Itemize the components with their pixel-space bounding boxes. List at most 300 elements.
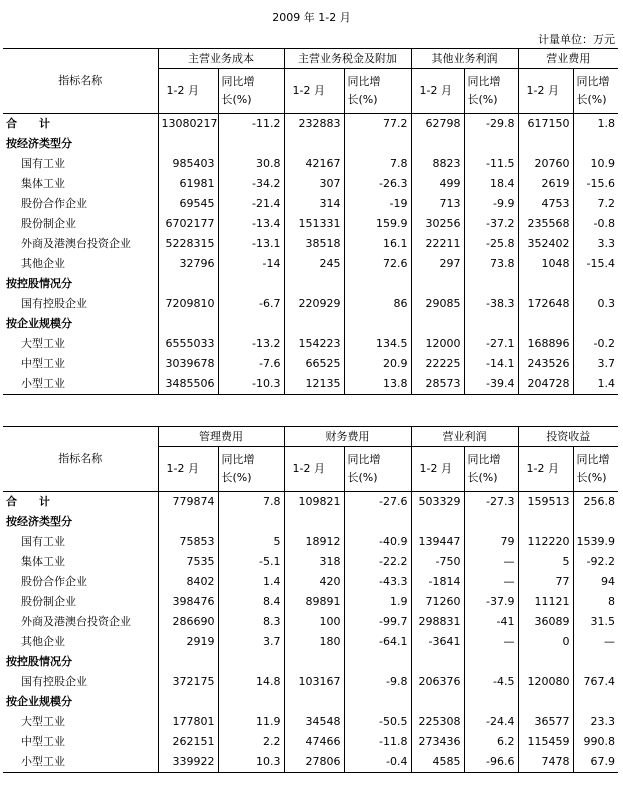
growth-cell: 3.7 xyxy=(218,632,284,652)
section-row xyxy=(3,134,618,154)
growth-cell xyxy=(218,652,284,672)
table-row xyxy=(3,334,618,354)
table-row xyxy=(3,374,618,395)
growth-cell: 990.8 xyxy=(573,732,618,752)
value-cell: 4585 xyxy=(411,752,464,773)
yoy-label-line-1: 同比增 xyxy=(221,453,255,466)
value-cell: 177801 xyxy=(158,712,218,732)
name-column-header: 指标名称 xyxy=(3,49,158,114)
value-cell xyxy=(284,512,344,532)
yoy-label-line-2: 长(%) xyxy=(221,93,252,106)
growth-cell: 1.4 xyxy=(573,374,618,395)
value-cell: 298831 xyxy=(411,612,464,632)
growth-cell: -7.6 xyxy=(218,354,284,374)
value-cell: 398476 xyxy=(158,592,218,612)
value-cell: 779874 xyxy=(158,492,218,513)
yoy-label-line-1: 同比增 xyxy=(467,453,501,466)
growth-cell: -13.4 xyxy=(218,214,284,234)
period-header: 1-2 月 xyxy=(158,69,218,114)
growth-cell xyxy=(344,134,411,154)
row-label: 集体工业 xyxy=(21,555,65,568)
value-cell: 7535 xyxy=(158,552,218,572)
value-cell: 372175 xyxy=(158,672,218,692)
table-row xyxy=(3,732,618,752)
growth-cell: 23.3 xyxy=(573,712,618,732)
yoy-label-line-1: 同比增 xyxy=(576,453,610,466)
value-cell: 115459 xyxy=(518,732,573,752)
value-cell xyxy=(518,652,573,672)
growth-cell: 3.3 xyxy=(573,234,618,254)
growth-cell: -25.8 xyxy=(464,234,518,254)
value-cell: -750 xyxy=(411,552,464,572)
yoy-growth-header xyxy=(464,447,518,492)
growth-cell xyxy=(218,692,284,712)
growth-cell xyxy=(344,652,411,672)
period-header: 1-2 月 xyxy=(518,447,573,492)
value-cell xyxy=(518,692,573,712)
value-cell: 225308 xyxy=(411,712,464,732)
value-cell: 713 xyxy=(411,194,464,214)
growth-cell: -13.1 xyxy=(218,234,284,254)
growth-cell: -27.6 xyxy=(344,492,411,513)
value-cell: 100 xyxy=(284,612,344,632)
row-label: 外商及港澳台投资企业 xyxy=(21,615,131,628)
unit-label: 计量单位：万元 xyxy=(538,33,615,46)
value-cell: 12000 xyxy=(411,334,464,354)
value-cell: 22211 xyxy=(411,234,464,254)
value-cell: 3485506 xyxy=(158,374,218,395)
growth-cell xyxy=(573,512,618,532)
growth-cell: -39.4 xyxy=(464,374,518,395)
growth-cell xyxy=(464,512,518,532)
value-cell: 318 xyxy=(284,552,344,572)
row-label: 中型工业 xyxy=(21,357,65,370)
value-cell xyxy=(411,512,464,532)
row-label: 按经济类型分 xyxy=(6,515,72,528)
value-cell: 5228315 xyxy=(158,234,218,254)
growth-cell: 159.9 xyxy=(344,214,411,234)
table-row xyxy=(3,214,618,234)
value-cell xyxy=(411,134,464,154)
value-cell: 206376 xyxy=(411,672,464,692)
growth-cell: 7.8 xyxy=(218,492,284,513)
value-cell xyxy=(284,134,344,154)
value-cell: 27806 xyxy=(284,752,344,773)
value-cell: 352402 xyxy=(518,234,573,254)
table-row xyxy=(3,592,618,612)
value-cell: 985403 xyxy=(158,154,218,174)
growth-cell: 77.2 xyxy=(344,114,411,135)
growth-cell: 7.2 xyxy=(573,194,618,214)
value-cell xyxy=(284,314,344,334)
value-cell: 6702177 xyxy=(158,214,218,234)
value-cell: 89891 xyxy=(284,592,344,612)
value-cell: 3039678 xyxy=(158,354,218,374)
growth-cell: 8 xyxy=(573,592,618,612)
value-cell: 38518 xyxy=(284,234,344,254)
value-cell: 235568 xyxy=(518,214,573,234)
growth-cell: 767.4 xyxy=(573,672,618,692)
value-cell xyxy=(158,134,218,154)
growth-cell: 20.9 xyxy=(344,354,411,374)
row-label: 合 计 xyxy=(6,117,50,130)
value-cell xyxy=(411,314,464,334)
growth-cell: -4.5 xyxy=(464,672,518,692)
growth-cell: -19 xyxy=(344,194,411,214)
total-row xyxy=(3,114,618,135)
growth-cell: -15.6 xyxy=(573,174,618,194)
table-row xyxy=(3,612,618,632)
growth-cell: -9.8 xyxy=(344,672,411,692)
row-label: 小型工业 xyxy=(3,374,158,395)
yoy-growth-header xyxy=(573,69,618,114)
period-header: 1-2 月 xyxy=(518,69,573,114)
growth-cell xyxy=(218,134,284,154)
growth-cell: -6.7 xyxy=(218,294,284,314)
growth-cell: -37.9 xyxy=(464,592,518,612)
growth-cell: — xyxy=(464,572,518,592)
value-cell: 151331 xyxy=(284,214,344,234)
growth-cell: 18.4 xyxy=(464,174,518,194)
value-cell xyxy=(518,134,573,154)
growth-cell: 8.3 xyxy=(218,612,284,632)
value-cell xyxy=(284,274,344,294)
growth-cell: -92.2 xyxy=(573,552,618,572)
value-cell: 503329 xyxy=(411,492,464,513)
value-cell: 120080 xyxy=(518,672,573,692)
row-label: 中型工业 xyxy=(21,735,65,748)
row-label: 大型工业 xyxy=(21,337,65,350)
row-label: 国有工业 xyxy=(21,157,65,170)
growth-cell: 10.9 xyxy=(573,154,618,174)
growth-cell: -9.9 xyxy=(464,194,518,214)
value-cell: 7478 xyxy=(518,752,573,773)
header-row-groups xyxy=(3,427,618,447)
value-cell: 286690 xyxy=(158,612,218,632)
growth-cell: -96.6 xyxy=(464,752,518,773)
growth-cell: -0.8 xyxy=(573,214,618,234)
table-row xyxy=(3,632,618,652)
value-cell: 7209810 xyxy=(158,294,218,314)
value-cell: 69545 xyxy=(158,194,218,214)
value-cell: 47466 xyxy=(284,732,344,752)
growth-cell: 11.9 xyxy=(218,712,284,732)
yoy-label-line-1: 同比增 xyxy=(347,75,381,88)
value-cell: 66525 xyxy=(284,354,344,374)
row-label: 国有控股企业 xyxy=(21,297,87,310)
header-row-groups xyxy=(3,49,618,69)
value-cell: 77 xyxy=(518,572,573,592)
value-cell: 262151 xyxy=(158,732,218,752)
group-header: 主营业务税金及附加 xyxy=(284,49,411,69)
value-cell: 1048 xyxy=(518,254,573,274)
table-1-body xyxy=(3,49,618,395)
growth-cell: 94 xyxy=(573,572,618,592)
table-row xyxy=(3,572,618,592)
row-label: 股份合作企业 xyxy=(21,197,87,210)
growth-cell: -34.2 xyxy=(218,174,284,194)
value-cell: 13080217 xyxy=(158,114,218,135)
growth-cell: -38.3 xyxy=(464,294,518,314)
growth-cell xyxy=(573,134,618,154)
total-row xyxy=(3,492,618,513)
group-header: 主营业务成本 xyxy=(158,49,284,69)
growth-cell xyxy=(573,274,618,294)
growth-cell: 30.8 xyxy=(218,154,284,174)
yoy-label-line-1: 同比增 xyxy=(221,75,255,88)
growth-cell: -11.2 xyxy=(218,114,284,135)
page-title: 2009 年 1-2 月 xyxy=(272,11,351,24)
growth-cell: — xyxy=(464,632,518,652)
growth-cell xyxy=(464,692,518,712)
group-header: 投资收益 xyxy=(518,427,618,447)
value-cell: 61981 xyxy=(158,174,218,194)
value-cell: 307 xyxy=(284,174,344,194)
yoy-label-line-2: 长(%) xyxy=(576,93,607,106)
value-cell: 273436 xyxy=(411,732,464,752)
value-cell: 8402 xyxy=(158,572,218,592)
value-cell: 0 xyxy=(518,632,573,652)
yoy-label-line-2: 长(%) xyxy=(221,471,252,484)
table-row xyxy=(3,194,618,214)
yoy-growth-header xyxy=(218,69,284,114)
value-cell: -3641 xyxy=(411,632,464,652)
value-cell: 168896 xyxy=(518,334,573,354)
value-cell: 139447 xyxy=(411,532,464,552)
table-row xyxy=(3,154,618,174)
yoy-growth-header xyxy=(344,447,411,492)
table-row xyxy=(3,552,618,572)
yoy-label-line-2: 长(%) xyxy=(347,93,378,106)
value-cell: 22225 xyxy=(411,354,464,374)
value-cell xyxy=(284,692,344,712)
growth-cell: 1.9 xyxy=(344,592,411,612)
value-cell: 172648 xyxy=(518,294,573,314)
growth-cell: -29.8 xyxy=(464,114,518,135)
table-row xyxy=(3,354,618,374)
value-cell: 159513 xyxy=(518,492,573,513)
value-cell: 11121 xyxy=(518,592,573,612)
growth-cell: 67.9 xyxy=(573,752,618,773)
table-row xyxy=(3,532,618,552)
value-cell: 36577 xyxy=(518,712,573,732)
growth-cell: — xyxy=(464,552,518,572)
growth-cell: -10.3 xyxy=(218,374,284,395)
growth-cell xyxy=(218,512,284,532)
growth-cell: 8.4 xyxy=(218,592,284,612)
growth-cell: 13.8 xyxy=(344,374,411,395)
table-row xyxy=(3,752,618,773)
growth-cell: -14 xyxy=(218,254,284,274)
growth-cell: -37.2 xyxy=(464,214,518,234)
value-cell: 112220 xyxy=(518,532,573,552)
growth-cell: -26.3 xyxy=(344,174,411,194)
growth-cell: 0.3 xyxy=(573,294,618,314)
growth-cell: — xyxy=(573,632,618,652)
yoy-growth-header xyxy=(573,447,618,492)
growth-cell: 1.4 xyxy=(218,572,284,592)
growth-cell: -40.9 xyxy=(344,532,411,552)
row-label: 股份合作企业 xyxy=(21,575,87,588)
value-cell: 617150 xyxy=(518,114,573,135)
value-cell xyxy=(158,692,218,712)
value-cell: 220929 xyxy=(284,294,344,314)
value-cell: 29085 xyxy=(411,294,464,314)
yoy-growth-header xyxy=(344,69,411,114)
yoy-label-line-2: 长(%) xyxy=(576,471,607,484)
value-cell: 499 xyxy=(411,174,464,194)
growth-cell: -27.3 xyxy=(464,492,518,513)
row-label: 合 计 xyxy=(6,495,50,508)
value-cell: 232883 xyxy=(284,114,344,135)
growth-cell: 3.7 xyxy=(573,354,618,374)
growth-cell: 256.8 xyxy=(573,492,618,513)
value-cell xyxy=(518,512,573,532)
value-cell: 62798 xyxy=(411,114,464,135)
growth-cell xyxy=(218,274,284,294)
growth-cell: 1539.9 xyxy=(573,532,618,552)
yoy-growth-header xyxy=(218,447,284,492)
value-cell xyxy=(158,512,218,532)
value-cell: 5 xyxy=(518,552,573,572)
value-cell xyxy=(411,652,464,672)
value-cell: 12135 xyxy=(284,374,344,395)
row-label: 其他企业 xyxy=(21,257,65,270)
value-cell: 75853 xyxy=(158,532,218,552)
value-cell: 245 xyxy=(284,254,344,274)
growth-cell: -27.1 xyxy=(464,334,518,354)
value-cell: 339922 xyxy=(158,752,218,773)
value-cell: 2619 xyxy=(518,174,573,194)
growth-cell xyxy=(344,512,411,532)
period-header: 1-2 月 xyxy=(284,447,344,492)
growth-cell: 14.8 xyxy=(218,672,284,692)
growth-cell xyxy=(464,134,518,154)
growth-cell: 7.8 xyxy=(344,154,411,174)
period-header: 1-2 月 xyxy=(284,69,344,114)
value-cell: -1814 xyxy=(411,572,464,592)
growth-cell: 72.6 xyxy=(344,254,411,274)
value-cell xyxy=(158,274,218,294)
growth-cell: -0.4 xyxy=(344,752,411,773)
section-row xyxy=(3,512,618,532)
group-header: 营业费用 xyxy=(518,49,618,69)
value-cell: 204728 xyxy=(518,374,573,395)
growth-cell: 10.3 xyxy=(218,752,284,773)
growth-cell: 73.8 xyxy=(464,254,518,274)
row-label: 股份制企业 xyxy=(21,595,76,608)
value-cell: 20760 xyxy=(518,154,573,174)
value-cell xyxy=(158,652,218,672)
growth-cell: -50.5 xyxy=(344,712,411,732)
row-label: 按控股情况分 xyxy=(6,655,72,668)
growth-cell: 1.8 xyxy=(573,114,618,135)
section-row xyxy=(3,314,618,334)
value-cell: 103167 xyxy=(284,672,344,692)
yoy-label-line-1: 同比增 xyxy=(347,453,381,466)
value-cell: 314 xyxy=(284,194,344,214)
period-header: 1-2 月 xyxy=(158,447,218,492)
value-cell: 297 xyxy=(411,254,464,274)
growth-cell: -14.1 xyxy=(464,354,518,374)
row-label: 集体工业 xyxy=(21,177,65,190)
growth-cell: 5 xyxy=(218,532,284,552)
growth-cell: 79 xyxy=(464,532,518,552)
table-row xyxy=(3,254,618,274)
period-header: 1-2 月 xyxy=(411,447,464,492)
value-cell: 8823 xyxy=(411,154,464,174)
value-cell: 34548 xyxy=(284,712,344,732)
row-label: 按控股情况分 xyxy=(6,277,72,290)
value-cell: 42167 xyxy=(284,154,344,174)
table-row xyxy=(3,174,618,194)
value-cell xyxy=(158,314,218,334)
growth-cell xyxy=(573,314,618,334)
group-header: 管理费用 xyxy=(158,427,284,447)
growth-cell: -41 xyxy=(464,612,518,632)
growth-cell xyxy=(218,314,284,334)
section-row xyxy=(3,274,618,294)
growth-cell: 31.5 xyxy=(573,612,618,632)
yoy-label-line-1: 同比增 xyxy=(467,75,501,88)
growth-cell: -43.3 xyxy=(344,572,411,592)
growth-cell: -22.2 xyxy=(344,552,411,572)
growth-cell: -21.4 xyxy=(218,194,284,214)
growth-cell xyxy=(573,652,618,672)
table-row xyxy=(3,294,618,314)
value-cell: 36089 xyxy=(518,612,573,632)
growth-cell xyxy=(464,274,518,294)
table-2-body xyxy=(3,427,618,773)
section-row xyxy=(3,652,618,672)
value-cell: 2919 xyxy=(158,632,218,652)
growth-cell xyxy=(344,314,411,334)
growth-cell: -5.1 xyxy=(218,552,284,572)
value-cell: 4753 xyxy=(518,194,573,214)
value-cell: 18912 xyxy=(284,532,344,552)
value-cell: 243526 xyxy=(518,354,573,374)
row-label: 按经济类型分 xyxy=(6,137,72,150)
row-label: 外商及港澳台投资企业 xyxy=(21,237,131,250)
value-cell: 420 xyxy=(284,572,344,592)
growth-cell: 134.5 xyxy=(344,334,411,354)
yoy-growth-header xyxy=(464,69,518,114)
table-row xyxy=(3,672,618,692)
growth-cell xyxy=(464,314,518,334)
growth-cell: 86 xyxy=(344,294,411,314)
growth-cell: 6.2 xyxy=(464,732,518,752)
value-cell xyxy=(284,652,344,672)
group-header: 营业利润 xyxy=(411,427,518,447)
value-cell xyxy=(518,314,573,334)
table-row xyxy=(3,712,618,732)
growth-cell: 2.2 xyxy=(218,732,284,752)
table-row xyxy=(3,234,618,254)
row-label: 国有控股企业 xyxy=(21,675,87,688)
row-label: 大型工业 xyxy=(21,715,65,728)
growth-cell xyxy=(344,274,411,294)
value-cell xyxy=(411,692,464,712)
row-label: 按企业规模分 xyxy=(6,695,72,708)
group-header: 其他业务利润 xyxy=(411,49,518,69)
group-header: 财务费用 xyxy=(284,427,411,447)
value-cell: 180 xyxy=(284,632,344,652)
growth-cell: -15.4 xyxy=(573,254,618,274)
growth-cell: -13.2 xyxy=(218,334,284,354)
growth-cell: -11.8 xyxy=(344,732,411,752)
value-cell xyxy=(518,274,573,294)
name-column-header: 指标名称 xyxy=(3,427,158,492)
